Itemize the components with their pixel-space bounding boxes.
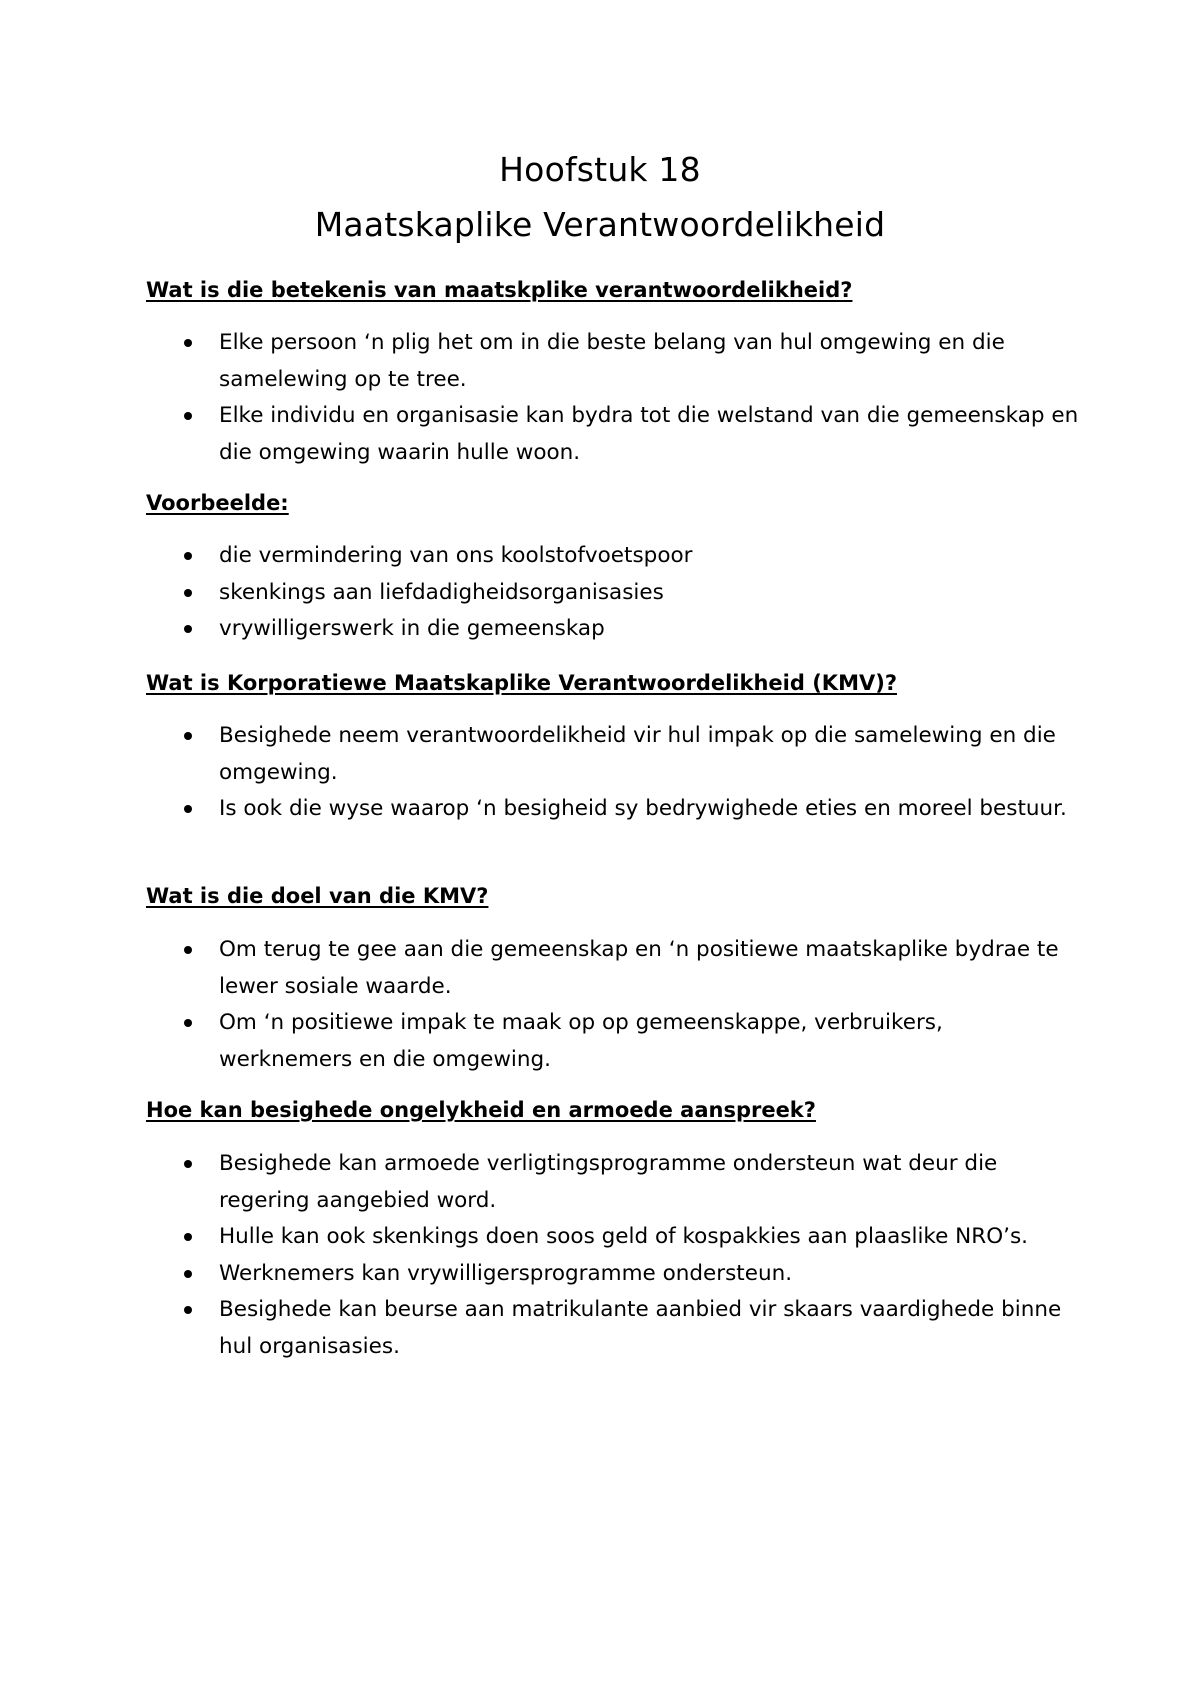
list-item-text: Om ‘n positiewe impak te maak op op gemeenskappe, verbruikers, werknemers en die omgewing.	[219, 1010, 943, 1072]
list-item-text: Besighede kan beurse aan matrikulante aanbied vir skaars vaardighede binne hul organisasies.	[219, 1297, 1062, 1359]
list-item	[0, 611, 1200, 648]
list-item	[0, 538, 1200, 575]
list-item-text: Hulle kan ook skenkings doen soos geld of kospakkies aan plaaslike NRO’s.	[219, 1224, 1028, 1249]
bullet-icon	[184, 412, 192, 420]
bullet-icon	[184, 805, 192, 813]
list-item	[0, 1146, 1200, 1219]
bullet-list-voorbeelde	[0, 538, 1200, 648]
bullet-list-doel	[0, 932, 1200, 1078]
list-item	[0, 575, 1200, 612]
bullet-icon	[184, 1019, 192, 1027]
list-item-text: Werknemers kan vrywilligersprogramme ondersteun.	[219, 1260, 793, 1286]
bullet-icon	[184, 625, 192, 633]
list-item	[0, 398, 1200, 471]
list-item-text: Besighede neem verantwoordelikheid vir hul impak op die samelewing en die omgewing.	[219, 723, 1056, 785]
chapter-title: Hoofstuk 18	[499, 150, 701, 189]
list-item	[0, 1256, 1200, 1293]
list-item-text: skenkings aan liefdadigheidsorganisasies	[219, 579, 664, 605]
section-heading-betekenis: Wat is die betekenis van maatskplike verantwoordelikheid?	[146, 278, 853, 302]
document-subtitle: Maatskaplike Verantwoordelikheid	[314, 205, 886, 244]
bullet-icon	[184, 946, 192, 954]
bullet-list-kmv	[0, 718, 1200, 828]
section-heading-voorbeelde: Voorbeelde:	[146, 491, 289, 515]
bullet-icon	[184, 552, 192, 560]
list-item-text: Om terug te gee aan die gemeenskap en ‘n positiewe maatskaplike bydrae te lewer sosiale waarde.	[219, 937, 1059, 999]
bullet-icon	[184, 732, 192, 740]
bullet-icon	[184, 589, 192, 597]
list-item-text: Elke individu en organisasie kan bydra tot die welstand van die gemeenskap en die omgewing waarin hulle woon.	[219, 403, 1079, 465]
list-item	[0, 932, 1200, 1005]
list-item-text: vrywilligerswerk in die gemeenskap	[219, 616, 605, 641]
list-item	[0, 1005, 1200, 1078]
list-item	[0, 1219, 1200, 1256]
bullet-icon	[184, 1306, 192, 1314]
bullet-icon	[184, 1160, 192, 1168]
bullet-list-ongelykheid	[0, 1146, 1200, 1365]
bullet-icon	[184, 1270, 192, 1278]
section-heading-kmv: Wat is Korporatiewe Maatskaplike Verantwoordelikheid (KMV)?	[146, 671, 897, 695]
list-item	[0, 718, 1200, 791]
list-item-text: Besighede kan armoede verligtingsprogramme ondersteun wat deur die regering aangebied word.	[219, 1151, 998, 1213]
section-heading-ongelykheid: Hoe kan besighede ongelykheid en armoede aanspreek?	[146, 1098, 816, 1122]
bullet-list-betekenis	[0, 325, 1200, 471]
list-item-text: Is ook die wyse waarop ‘n besigheid sy bedrywighede eties en moreel bestuur.	[219, 796, 1067, 821]
bullet-icon	[184, 1233, 192, 1241]
list-item-text: die vermindering van ons koolstofvoetspoor	[219, 543, 693, 568]
list-item	[0, 325, 1200, 398]
list-item-text: Elke persoon ‘n plig het om in die beste belang van hul omgewing en die samelewing op te tree.	[219, 330, 1005, 392]
list-item	[0, 791, 1200, 828]
bullet-icon	[184, 339, 192, 347]
section-heading-doel: Wat is die doel van die KMV?	[146, 884, 489, 908]
list-item	[0, 1292, 1200, 1365]
